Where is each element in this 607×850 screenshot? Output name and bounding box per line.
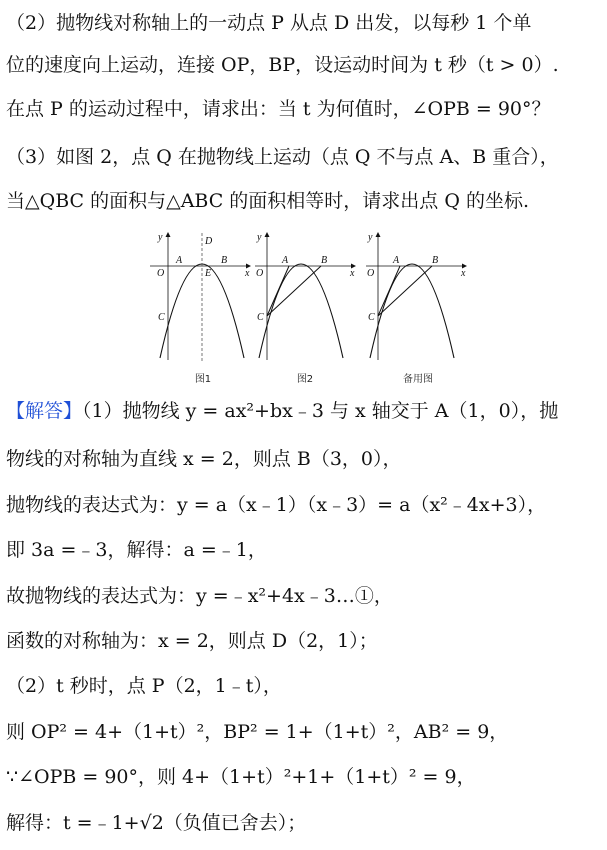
- solution-line1: [6, 398, 601, 424]
- label-y: y: [257, 232, 262, 243]
- figure-backup-caption: 备用图: [403, 374, 433, 385]
- solution-tag: 【解答】: [6, 400, 83, 422]
- label-y: y: [368, 232, 373, 243]
- solution-line3: 抛物线的表达式为：y = a（x﹣1）（x﹣3）= a（x²﹣4x+3），: [6, 494, 547, 516]
- label-B: B: [221, 255, 228, 266]
- label-B: B: [432, 255, 439, 266]
- figure-2: [253, 228, 363, 385]
- figure-1-caption: 图1: [194, 374, 212, 385]
- label-A: A: [393, 255, 400, 266]
- problem-part2-line1: （2）抛物线对称轴上的一动点 P 从点 D 出发，以每秒 1 个单: [6, 12, 532, 34]
- label-x: x: [350, 268, 355, 279]
- label-E: E: [205, 268, 212, 279]
- figure-2-graph: [253, 228, 363, 368]
- solution-line8: 则 OP² = 4+（1+t）²，BP² = 1+（1+t）²，AB² = 9，: [6, 721, 509, 743]
- figure-1: [148, 228, 258, 385]
- problem-part2-line3: 在点 P 的运动过程中，请求出：当 t 为何值时，∠OPB = 90°？: [6, 98, 551, 120]
- figure-backup: [364, 228, 474, 385]
- solution-line4: 即 3a =﹣3，解得：a =﹣1，: [6, 539, 267, 561]
- problem-part2-line2: 位的速度向上运动，连接 OP，BP，设运动时间为 t 秒（t > 0）.: [6, 54, 559, 76]
- figure-1-graph: [148, 228, 258, 368]
- label-C: C: [257, 312, 264, 323]
- label-B: B: [321, 255, 328, 266]
- figure-2-caption: 图2: [296, 374, 314, 385]
- label-C: C: [368, 312, 375, 323]
- problem-part3-line1: （3）如图 2，点 Q 在抛物线上运动（点 Q 不与点 A、B 重合），: [6, 146, 559, 168]
- solution-line6: 函数的对称轴为：x = 2，则点 D（2，1）；: [6, 630, 378, 652]
- solution-line5: 故抛物线的表达式为：y =﹣x²+4x﹣3…①，: [6, 585, 393, 607]
- solution-line1-text: （1）抛物线 y = ax²+bx﹣3 与 x 轴交于 A（1，0），抛: [82, 400, 559, 422]
- y-axis-arrow: [376, 232, 381, 237]
- label-O: O: [157, 268, 165, 279]
- label-x: x: [461, 268, 466, 279]
- segment-CB: [378, 266, 432, 316]
- y-axis-arrow: [166, 232, 171, 237]
- segment-CB: [267, 266, 321, 316]
- parabola: [259, 264, 343, 358]
- solution-line10: 解得：t =﹣1+√2（负值已舍去）；: [6, 812, 307, 834]
- segment-CA: [267, 266, 289, 316]
- label-O: O: [367, 268, 375, 279]
- problem-part3-line2: 当△QBC 的面积与△ABC 的面积相等时，请求出点 Q 的坐标.: [6, 190, 530, 212]
- solution-line7: （2）t 秒时，点 P（2，1﹣t），: [6, 675, 282, 697]
- solution-line9: ∵∠OPB = 90°，则 4+（1+t）²+1+（1+t）² = 9，: [6, 766, 476, 788]
- parabola: [370, 264, 454, 358]
- label-A: A: [282, 255, 289, 266]
- label-A: A: [176, 255, 183, 266]
- y-axis-arrow: [265, 232, 270, 237]
- label-C: C: [158, 312, 165, 323]
- label-y: y: [158, 232, 163, 243]
- label-O: O: [256, 268, 264, 279]
- figure-backup-graph: [364, 228, 474, 368]
- label-D: D: [205, 236, 213, 247]
- figure-group: [148, 228, 478, 388]
- label-x: x: [245, 268, 250, 279]
- solution-line2: 物线的对称轴为直线 x = 2，则点 B（3，0），: [6, 448, 402, 470]
- segment-CA: [378, 266, 400, 316]
